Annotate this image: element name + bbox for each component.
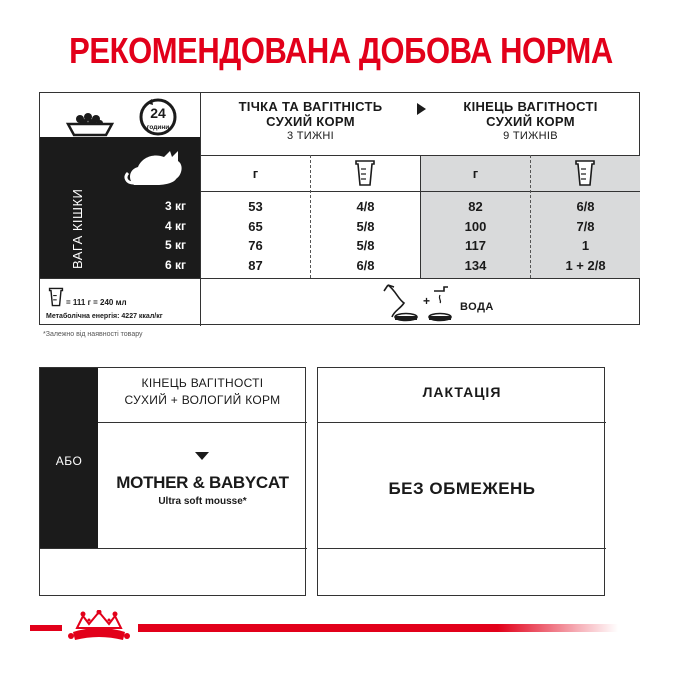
clock-label: години (146, 124, 170, 131)
table-cell: 5/8 (356, 219, 375, 234)
weight-row-2: 4 кг (164, 219, 186, 233)
energy-info: Метаболічна енергія: 4227 ккал/кг (46, 313, 163, 320)
table-cell: 1 (581, 238, 590, 253)
mixed-feeding-header: КІНЕЦЬ ВАГІТНОСТІ СУХИЙ + ВОЛОГИЙ КОРМ (124, 376, 281, 407)
food-bowl-icon (62, 111, 122, 137)
svg-text:+: + (423, 294, 431, 308)
or-label: АБО (55, 454, 83, 468)
product-name: MOTHER & BABYCAT (116, 473, 289, 492)
table-cell: 6/8 (356, 258, 375, 273)
cat-weight-label: ВАГА КІШКИ (70, 188, 85, 269)
grams-header-2: г (472, 166, 479, 181)
table-cell: 100 (464, 219, 487, 234)
table-cell: 65 (248, 219, 263, 234)
feeding-table (39, 92, 640, 325)
table-cell: 53 (248, 199, 263, 214)
arrow-down-icon (195, 452, 209, 460)
lactation-box (317, 367, 605, 596)
col-group-2-header: КІНЕЦЬ ВАГІТНОСТІ СУХИЙ КОРМ 9 ТИЖНІВ (463, 99, 598, 142)
table-cell: 7/8 (576, 219, 595, 234)
brand-stripe-left (30, 625, 62, 631)
table-cell: 117 (465, 238, 486, 253)
clock-number: 24 (150, 105, 166, 121)
lactation-body: БЕЗ ОБМЕЖЕНЬ (388, 479, 536, 498)
cat-drinking-icon (374, 281, 454, 323)
page-title: РЕКОМЕНДОВАНА ДОБОВА НОРМА (69, 30, 613, 71)
water-label: ВОДА (460, 301, 494, 313)
table-cell: 134 (464, 258, 487, 273)
table-cell: 82 (468, 199, 483, 214)
table-cell: 5/8 (356, 238, 375, 253)
table-cell: 76 (248, 238, 263, 253)
table-cell: 1 + 2/8 (565, 258, 606, 273)
measuring-cup-icon (354, 159, 376, 187)
table-cell: 4/8 (356, 199, 375, 214)
cat-silhouette-icon (124, 143, 192, 187)
table-cell: 6/8 (576, 199, 595, 214)
grams-header-1: г (252, 166, 259, 181)
measuring-cup-icon (48, 287, 64, 307)
measuring-cup-icon (574, 159, 596, 187)
product-subtitle: Ultra soft mousse* (158, 496, 247, 507)
royal-canin-logo (63, 610, 135, 646)
brand-stripe-right (138, 624, 618, 632)
weight-row-4: 6 кг (164, 258, 186, 272)
col-group-1-header: ТІЧКА ТА ВАГІТНІСТЬ СУХИЙ КОРМ 3 ТИЖНІ (238, 99, 383, 142)
weight-row-3: 5 кг (164, 238, 186, 252)
weight-row-1: 3 кг (164, 199, 186, 213)
end-pregnancy-mixed-box (39, 367, 306, 596)
table-cell: 87 (248, 258, 263, 273)
cup-info: = 111 г = 240 мл (66, 298, 127, 307)
footnote: *Залежно від наявності товару (43, 331, 143, 338)
lactation-header: ЛАКТАЦІЯ (422, 384, 502, 400)
